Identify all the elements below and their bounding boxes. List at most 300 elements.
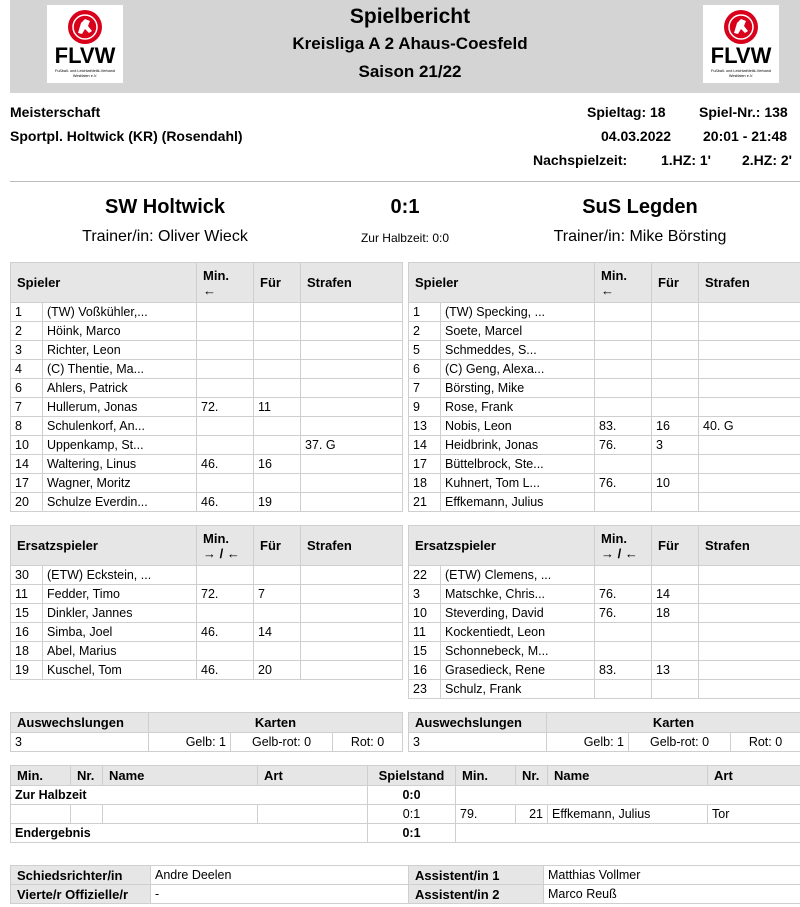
player-number: 11 xyxy=(11,585,43,604)
referee-label: Schiedsrichter/in xyxy=(11,866,151,885)
halftime-score: Zur Halbzeit: 0:0 xyxy=(360,231,450,245)
player-number: 13 xyxy=(409,417,441,436)
player-penalty xyxy=(301,417,403,436)
player-number: 10 xyxy=(409,604,441,623)
player-name: Schonnebeck, M... xyxy=(441,642,595,661)
player-row xyxy=(11,322,403,341)
venue: Sportpl. Holtwick (KR) (Rosendahl) xyxy=(10,128,243,144)
officials-table xyxy=(10,865,800,904)
svg-text:Fußball- und Leichtathletik-Ve: Fußball- und Leichtathletik-Verband xyxy=(55,69,115,73)
player-name: Schulze Everdin... xyxy=(43,493,197,512)
player-for xyxy=(652,566,699,585)
player-for xyxy=(254,322,301,341)
min-header: Min. ← xyxy=(197,263,254,303)
player-minute xyxy=(595,341,652,360)
player-penalty xyxy=(301,322,403,341)
away-trainer: Trainer/in: Mike Börsting xyxy=(553,228,727,245)
player-number: 15 xyxy=(409,642,441,661)
player-for xyxy=(254,379,301,398)
penalties-header: Strafen xyxy=(301,526,403,566)
match-date: 04.03.2022 xyxy=(601,128,672,144)
red-cards: Rot: 0 xyxy=(731,733,800,752)
away-team-name: SuS Legden xyxy=(582,196,698,218)
player-for xyxy=(254,566,301,585)
player-for xyxy=(652,303,699,322)
player-name: (ETW) Clemens, ... xyxy=(441,566,595,585)
fourth-official-label: Vierte/r Offizielle/r xyxy=(11,885,151,904)
players-header: Spieler xyxy=(409,263,595,303)
player-for: 11 xyxy=(254,398,301,417)
extra-time-first-half: 1.HZ: 1' xyxy=(661,152,712,168)
events-min-header: Min. xyxy=(11,766,71,786)
player-row xyxy=(409,360,800,379)
player-for xyxy=(254,360,301,379)
player-for: 20 xyxy=(254,661,301,680)
player-number: 16 xyxy=(409,661,441,680)
penalties-header: Strafen xyxy=(699,263,800,303)
divider xyxy=(10,181,800,182)
player-for xyxy=(652,493,699,512)
player-penalty xyxy=(301,360,403,379)
player-number: 21 xyxy=(409,493,441,512)
home-summary-table xyxy=(10,712,403,752)
player-row xyxy=(11,398,403,417)
player-row xyxy=(409,493,800,512)
player-for xyxy=(652,341,699,360)
game-number: Spiel-Nr.: 138 xyxy=(699,104,788,120)
player-for xyxy=(652,398,699,417)
player-number: 14 xyxy=(409,436,441,455)
home-trainer: Trainer/in: Oliver Wieck xyxy=(82,228,248,245)
player-for xyxy=(652,623,699,642)
player-minute: 76. xyxy=(595,474,652,493)
player-number: 17 xyxy=(11,474,43,493)
player-row xyxy=(409,436,800,455)
player-for: 10 xyxy=(652,474,699,493)
substitutions-header: Auswechslungen xyxy=(409,713,547,733)
player-minute xyxy=(595,642,652,661)
player-penalty xyxy=(699,566,800,585)
player-penalty xyxy=(699,303,800,322)
events-type-header: Art xyxy=(258,766,368,786)
player-for xyxy=(254,417,301,436)
extra-time-label: Nachspielzeit: xyxy=(533,152,628,168)
player-name: Höink, Marco xyxy=(43,322,197,341)
yellowred-cards: Gelb-rot: 0 xyxy=(629,733,731,752)
player-minute: 46. xyxy=(197,493,254,512)
cards-header: Karten xyxy=(547,713,800,733)
min-header: Min. → / ← xyxy=(595,526,652,566)
player-penalty xyxy=(301,661,403,680)
match-time: 20:01 - 21:48 xyxy=(703,128,788,144)
player-name: (TW) Specking, ... xyxy=(441,303,595,322)
player-for xyxy=(652,379,699,398)
player-row xyxy=(11,623,403,642)
player-penalty xyxy=(699,623,800,642)
player-name: Matschke, Chris... xyxy=(441,585,595,604)
player-row xyxy=(11,379,403,398)
player-minute: 83. xyxy=(595,661,652,680)
player-minute: 46. xyxy=(197,661,254,680)
player-name: Kuschel, Tom xyxy=(43,661,197,680)
player-row xyxy=(11,474,403,493)
player-name: Kuhnert, Tom L... xyxy=(441,474,595,493)
assistant1-name: Matthias Vollmer xyxy=(544,866,800,885)
substitutions-count: 3 xyxy=(11,733,149,752)
player-for: 14 xyxy=(652,585,699,604)
player-row xyxy=(409,661,800,680)
player-name: Uppenkamp, St... xyxy=(43,436,197,455)
svg-text:Fußball- und Leichtathletik-Ve: Fußball- und Leichtathletik-Verband xyxy=(711,69,771,73)
player-name: Grasedieck, Rene xyxy=(441,661,595,680)
player-for: 18 xyxy=(652,604,699,623)
player-penalty xyxy=(301,623,403,642)
event-player: Effkemann, Julius xyxy=(548,805,708,824)
player-for xyxy=(254,474,301,493)
svg-text:FLVW: FLVW xyxy=(54,43,116,68)
player-penalty xyxy=(301,566,403,585)
report-title: Spielbericht xyxy=(349,5,471,28)
svg-text:Westfalen e.V.: Westfalen e.V. xyxy=(72,74,98,78)
player-for xyxy=(652,322,699,341)
for-header: Für xyxy=(254,263,301,303)
player-number: 6 xyxy=(11,379,43,398)
player-row xyxy=(409,642,800,661)
player-number: 18 xyxy=(11,642,43,661)
player-penalty xyxy=(301,303,403,322)
player-for xyxy=(652,642,699,661)
player-minute xyxy=(595,360,652,379)
event-row xyxy=(11,805,800,824)
for-header: Für xyxy=(652,526,699,566)
player-minute xyxy=(197,604,254,623)
player-number: 8 xyxy=(11,417,43,436)
player-number: 3 xyxy=(11,341,43,360)
player-number: 7 xyxy=(409,379,441,398)
player-minute xyxy=(197,303,254,322)
player-name: Schulenkorf, An... xyxy=(43,417,197,436)
player-name: Ahlers, Patrick xyxy=(43,379,197,398)
events-score-header: Spielstand xyxy=(368,766,456,786)
player-minute xyxy=(595,493,652,512)
player-minute xyxy=(595,455,652,474)
for-header: Für xyxy=(254,526,301,566)
player-row xyxy=(409,623,800,642)
player-name: Waltering, Linus xyxy=(43,455,197,474)
player-penalty xyxy=(301,604,403,623)
player-name: (ETW) Eckstein, ... xyxy=(43,566,197,585)
title-block xyxy=(210,4,610,86)
player-name: Effkemann, Julius xyxy=(441,493,595,512)
player-row xyxy=(11,566,403,585)
away-players-table xyxy=(408,262,800,512)
events-nr-header: Nr. xyxy=(516,766,548,786)
player-name: Nobis, Leon xyxy=(441,417,595,436)
player-number: 14 xyxy=(11,455,43,474)
subs-header: Ersatzspieler xyxy=(11,526,197,566)
player-penalty xyxy=(699,436,800,455)
player-name: Dinkler, Jannes xyxy=(43,604,197,623)
player-name: Börsting, Mike xyxy=(441,379,595,398)
league-name: Kreisliga A 2 Ahaus-Coesfeld xyxy=(292,34,528,53)
player-minute: 83. xyxy=(595,417,652,436)
player-row xyxy=(409,303,800,322)
player-row xyxy=(409,680,800,699)
report-header xyxy=(10,0,800,93)
assistant2-label: Assistent/in 2 xyxy=(409,885,544,904)
player-for xyxy=(254,642,301,661)
away-subs-table xyxy=(408,525,800,699)
yellow-cards: Gelb: 1 xyxy=(547,733,629,752)
player-for xyxy=(254,604,301,623)
player-penalty xyxy=(301,341,403,360)
player-minute xyxy=(197,642,254,661)
player-name: Steverding, David xyxy=(441,604,595,623)
final-score: 0:1 xyxy=(390,196,420,218)
player-penalty xyxy=(301,398,403,417)
player-minute: 76. xyxy=(595,604,652,623)
player-penalty xyxy=(301,585,403,604)
yellow-cards: Gelb: 1 xyxy=(149,733,231,752)
home-players-table xyxy=(10,262,403,512)
competition-type: Meisterschaft xyxy=(10,104,101,120)
player-minute: 46. xyxy=(197,623,254,642)
player-penalty xyxy=(699,642,800,661)
halftime-score: 0:0 xyxy=(368,786,456,805)
player-row xyxy=(11,642,403,661)
red-cards: Rot: 0 xyxy=(333,733,403,752)
events-nr-header: Nr. xyxy=(71,766,103,786)
player-row xyxy=(409,604,800,623)
player-for xyxy=(652,455,699,474)
player-number: 2 xyxy=(11,322,43,341)
player-row xyxy=(11,360,403,379)
player-penalty xyxy=(699,398,800,417)
min-header: Min. ← xyxy=(595,263,652,303)
player-for xyxy=(254,303,301,322)
player-row xyxy=(11,417,403,436)
match-events-table xyxy=(10,765,800,843)
event-minute: 79. xyxy=(456,805,516,824)
player-penalty xyxy=(301,455,403,474)
svg-text:Westfalen e.V.: Westfalen e.V. xyxy=(728,74,754,78)
players-header: Spieler xyxy=(11,263,197,303)
player-for xyxy=(652,680,699,699)
player-minute: 46. xyxy=(197,455,254,474)
event-score: 0:1 xyxy=(368,805,456,824)
final-score-cell: 0:1 xyxy=(368,824,456,843)
player-penalty xyxy=(301,379,403,398)
player-row xyxy=(409,398,800,417)
player-number: 5 xyxy=(409,341,441,360)
player-penalty xyxy=(699,474,800,493)
player-number: 11 xyxy=(409,623,441,642)
player-number: 22 xyxy=(409,566,441,585)
player-for: 13 xyxy=(652,661,699,680)
halftime-label: Zur Halbzeit xyxy=(11,786,368,805)
player-penalty xyxy=(699,604,800,623)
player-name: Wagner, Moritz xyxy=(43,474,197,493)
player-minute xyxy=(197,341,254,360)
player-name: Soete, Marcel xyxy=(441,322,595,341)
player-minute xyxy=(197,417,254,436)
player-penalty xyxy=(699,585,800,604)
player-penalty xyxy=(699,341,800,360)
player-name: Hullerum, Jonas xyxy=(43,398,197,417)
season-label: Saison 21/22 xyxy=(358,62,462,81)
substitutions-count: 3 xyxy=(409,733,547,752)
home-team-name: SW Holtwick xyxy=(104,196,225,218)
player-minute: 76. xyxy=(595,436,652,455)
player-name: Büttelbrock, Ste... xyxy=(441,455,595,474)
fourth-official-name: - xyxy=(151,885,409,904)
player-number: 30 xyxy=(11,566,43,585)
player-minute xyxy=(197,379,254,398)
player-for xyxy=(652,360,699,379)
extra-time-second-half: 2.HZ: 2' xyxy=(742,152,793,168)
player-minute: 72. xyxy=(197,398,254,417)
player-minute xyxy=(197,360,254,379)
player-name: Fedder, Timo xyxy=(43,585,197,604)
player-minute xyxy=(197,566,254,585)
flvw-logo-right xyxy=(703,5,779,83)
player-number: 20 xyxy=(11,493,43,512)
player-name: Kockentiedt, Leon xyxy=(441,623,595,642)
penalties-header: Strafen xyxy=(699,526,800,566)
player-row xyxy=(409,417,800,436)
player-name: Rose, Frank xyxy=(441,398,595,417)
player-minute xyxy=(595,566,652,585)
player-number: 23 xyxy=(409,680,441,699)
player-number: 18 xyxy=(409,474,441,493)
player-minute xyxy=(595,623,652,642)
player-name: Richter, Leon xyxy=(43,341,197,360)
player-minute xyxy=(595,680,652,699)
player-number: 3 xyxy=(409,585,441,604)
player-number: 1 xyxy=(11,303,43,322)
player-row xyxy=(409,455,800,474)
player-row xyxy=(11,455,403,474)
events-name-header: Name xyxy=(548,766,708,786)
min-header: Min. → / ← xyxy=(197,526,254,566)
player-row xyxy=(11,341,403,360)
penalties-header: Strafen xyxy=(301,263,403,303)
player-penalty xyxy=(699,322,800,341)
player-minute xyxy=(197,322,254,341)
player-row xyxy=(11,436,403,455)
player-minute xyxy=(197,474,254,493)
player-number: 4 xyxy=(11,360,43,379)
player-penalty xyxy=(301,493,403,512)
player-number: 10 xyxy=(11,436,43,455)
player-penalty: 37. G xyxy=(301,436,403,455)
player-row xyxy=(409,585,800,604)
player-row xyxy=(409,379,800,398)
player-for xyxy=(254,436,301,455)
events-type-header: Art xyxy=(708,766,800,786)
svg-text:FLVW: FLVW xyxy=(710,43,772,68)
player-penalty xyxy=(699,661,800,680)
final-label: Endergebnis xyxy=(11,824,368,843)
player-penalty xyxy=(699,360,800,379)
referee-name: Andre Deelen xyxy=(151,866,409,885)
player-penalty xyxy=(301,474,403,493)
player-name: Simba, Joel xyxy=(43,623,197,642)
player-number: 17 xyxy=(409,455,441,474)
player-for: 7 xyxy=(254,585,301,604)
player-for xyxy=(254,341,301,360)
yellowred-cards: Gelb-rot: 0 xyxy=(231,733,333,752)
player-number: 16 xyxy=(11,623,43,642)
player-name: (TW) Voßkühler,... xyxy=(43,303,197,322)
player-minute xyxy=(595,303,652,322)
player-number: 6 xyxy=(409,360,441,379)
subs-header: Ersatzspieler xyxy=(409,526,595,566)
for-header: Für xyxy=(652,263,699,303)
player-number: 1 xyxy=(409,303,441,322)
player-for: 19 xyxy=(254,493,301,512)
player-number: 2 xyxy=(409,322,441,341)
player-minute: 72. xyxy=(197,585,254,604)
player-number: 7 xyxy=(11,398,43,417)
player-row xyxy=(11,493,403,512)
player-minute xyxy=(595,398,652,417)
events-min-header: Min. xyxy=(456,766,516,786)
player-for: 16 xyxy=(254,455,301,474)
player-row xyxy=(11,604,403,623)
player-penalty xyxy=(699,455,800,474)
home-subs-table xyxy=(10,525,403,680)
cards-header: Karten xyxy=(149,713,403,733)
player-name: (C) Geng, Alexa... xyxy=(441,360,595,379)
player-minute xyxy=(595,379,652,398)
event-type: Tor xyxy=(708,805,800,824)
player-for: 3 xyxy=(652,436,699,455)
player-name: Heidbrink, Jonas xyxy=(441,436,595,455)
flvw-logo-left xyxy=(47,5,123,83)
player-penalty xyxy=(699,680,800,699)
player-penalty xyxy=(301,642,403,661)
assistant2-name: Marco Reuß xyxy=(544,885,800,904)
player-name: Schulz, Frank xyxy=(441,680,595,699)
player-row xyxy=(409,566,800,585)
player-row xyxy=(409,322,800,341)
player-row xyxy=(11,661,403,680)
player-number: 9 xyxy=(409,398,441,417)
player-penalty: 40. G xyxy=(699,417,800,436)
assistant1-label: Assistent/in 1 xyxy=(409,866,544,885)
matchday: Spieltag: 18 xyxy=(587,104,666,120)
player-row xyxy=(409,341,800,360)
player-number: 19 xyxy=(11,661,43,680)
events-name-header: Name xyxy=(103,766,258,786)
player-minute: 76. xyxy=(595,585,652,604)
player-row xyxy=(11,585,403,604)
player-row xyxy=(409,474,800,493)
player-minute xyxy=(595,322,652,341)
player-row xyxy=(11,303,403,322)
player-for: 14 xyxy=(254,623,301,642)
substitutions-header: Auswechslungen xyxy=(11,713,149,733)
player-penalty xyxy=(699,379,800,398)
player-number: 15 xyxy=(11,604,43,623)
player-penalty xyxy=(699,493,800,512)
player-name: (C) Thentie, Ma... xyxy=(43,360,197,379)
player-name: Schmeddes, S... xyxy=(441,341,595,360)
player-name: Abel, Marius xyxy=(43,642,197,661)
player-minute xyxy=(197,436,254,455)
event-number: 21 xyxy=(516,805,548,824)
